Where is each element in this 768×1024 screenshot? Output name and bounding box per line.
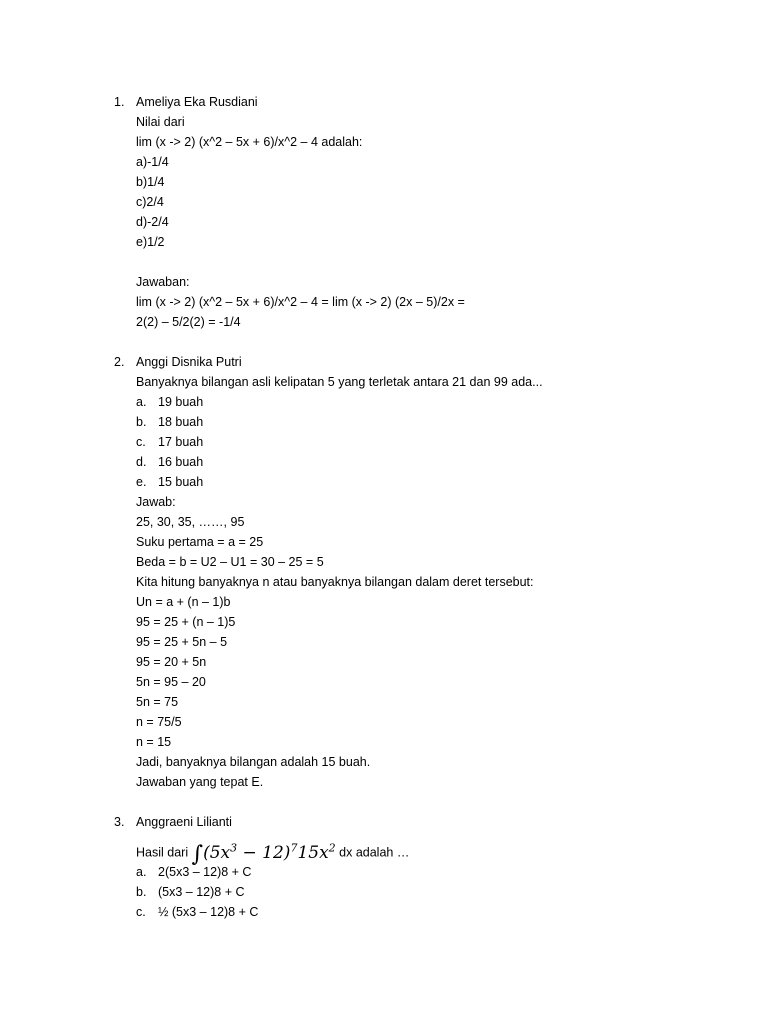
option-letter: c.: [136, 435, 146, 449]
question-text: lim (x -> 2) (x^2 – 5x + 6)/x^2 – 4 adalah:: [136, 135, 363, 149]
integral-expression: [191, 841, 336, 867]
option-text: 18 buah: [158, 415, 204, 429]
expr-base: (5x: [203, 842, 231, 863]
solution-line: 95 = 25 + (n – 1)5: [136, 615, 236, 629]
option-letter: c.: [136, 905, 146, 919]
question-intro: Nilai dari: [136, 115, 185, 129]
solution-line: Jadi, banyaknya bilangan adalah 15 buah.: [136, 755, 371, 769]
solution-line: Un = a + (n – 1)b: [136, 595, 231, 609]
author-name: Anggi Disnika Putri: [136, 355, 242, 369]
option-a: a)-1/4: [136, 155, 169, 169]
option-b: b)1/4: [136, 175, 165, 189]
question-number: 3.: [114, 815, 125, 829]
option-text: ½ (5x3 – 12)8 + C: [158, 905, 259, 919]
question-text: Banyaknya bilangan asli kelipatan 5 yang terletak antara 21 dan 99 ada...: [136, 375, 543, 389]
option-b: [136, 884, 245, 900]
solution-line: Suku pertama = a = 25: [136, 535, 264, 549]
option-letter: b.: [136, 885, 147, 899]
solution-line: Kita hitung banyaknya n atau banyaknya bilangan dalam deret tersebut:: [136, 575, 534, 589]
solution-line: n = 15: [136, 735, 172, 749]
option-c: [136, 434, 203, 450]
option-letter: a.: [136, 865, 147, 879]
option-e: [136, 474, 203, 490]
option-text: 2(5x3 – 12)8 + C: [158, 865, 252, 879]
solution-line: Jawaban yang tepat E.: [136, 775, 264, 789]
question-number: 1.: [114, 95, 125, 109]
question-suffix: dx adalah …: [339, 845, 410, 860]
option-a: [136, 394, 203, 410]
expr-mid: − 12): [237, 842, 291, 863]
option-c: c)2/4: [136, 195, 164, 209]
option-c: [136, 904, 258, 920]
solution-line: 95 = 20 + 5n: [136, 655, 207, 669]
question-number: 2.: [114, 355, 125, 369]
solution-line: 5n = 95 – 20: [136, 675, 206, 689]
author-name: Ameliya Eka Rusdiani: [136, 95, 258, 109]
author-name: Anggraeni Lilianti: [136, 815, 232, 829]
option-letter: a.: [136, 395, 147, 409]
option-e: e)1/2: [136, 235, 165, 249]
option-text: 15 buah: [158, 475, 204, 489]
solution-line: Jawab:: [136, 495, 176, 509]
option-text: (5x3 – 12)8 + C: [158, 885, 245, 899]
option-letter: e.: [136, 475, 147, 489]
option-d: [136, 454, 203, 470]
solution-line: Beda = b = U2 – U1 = 30 – 25 = 5: [136, 555, 324, 569]
option-b: [136, 414, 203, 430]
solution-line: n = 75/5: [136, 715, 182, 729]
option-text: 17 buah: [158, 435, 204, 449]
option-letter: b.: [136, 415, 147, 429]
answer-line: 2(2) – 5/2(2) = -1/4: [136, 315, 241, 329]
option-text: 16 buah: [158, 455, 204, 469]
option-a: [136, 864, 251, 880]
integral-sign: ∫: [191, 841, 204, 867]
option-d: d)-2/4: [136, 215, 169, 229]
solution-line: 5n = 75: [136, 695, 179, 709]
expr-tail: 15x: [297, 842, 329, 863]
answer-line: lim (x -> 2) (x^2 – 5x + 6)/x^2 – 4 = lim (x -> 2) (2x – 5)/2x =: [136, 295, 465, 309]
question-text: [136, 834, 409, 866]
solution-line: 95 = 25 + 5n – 5: [136, 635, 228, 649]
solution-line: 25, 30, 35, ……, 95: [136, 515, 245, 529]
answer-label: Jawaban:: [136, 275, 190, 289]
exponent: 3: [230, 841, 238, 854]
exponent: 7: [290, 841, 298, 854]
question-prefix: Hasil dari: [136, 845, 189, 860]
exponent: 2: [328, 841, 336, 854]
option-text: 19 buah: [158, 395, 204, 409]
option-letter: d.: [136, 455, 147, 469]
